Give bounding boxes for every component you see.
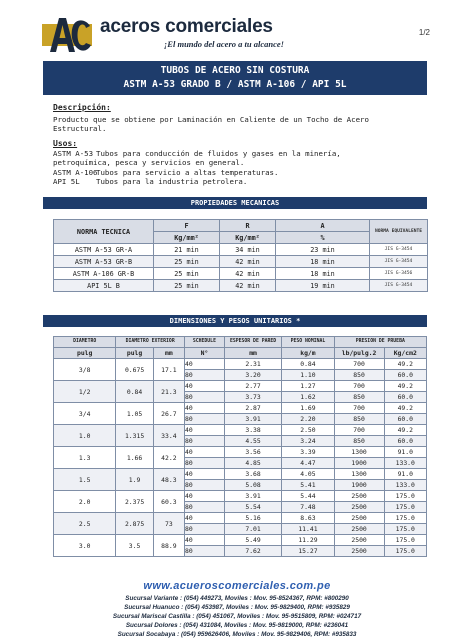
cell-diameter: 1/2: [54, 381, 116, 403]
cell-diameter: 3/4: [54, 403, 116, 425]
cell-espesor: 3.91: [224, 414, 281, 425]
uses-standard: API 5L: [53, 177, 80, 187]
company-logo: [42, 14, 312, 56]
cell-a: 23 min: [276, 244, 370, 256]
cell-schedule: 40: [184, 535, 224, 546]
cell-eq: JIS G-3454: [370, 280, 428, 292]
cell-kg: 60.0: [384, 392, 426, 403]
cell-lb: 2500: [334, 524, 384, 535]
cell-kg: 49.2: [384, 359, 426, 370]
cell-kg: 60.0: [384, 436, 426, 447]
cell-kg: 175.0: [384, 524, 426, 535]
cell-f: 25 min: [154, 280, 220, 292]
uses-standard: ASTM A-53: [53, 149, 94, 158]
table-row: [54, 381, 427, 392]
dimensions-bar: DIMENSIONES Y PESOS UNITARIOS *: [43, 315, 427, 327]
cell-peso: 7.48: [282, 502, 334, 513]
cell-lb: 850: [334, 392, 384, 403]
cell-espesor: 2.87: [224, 403, 281, 414]
cell-ext-in: 2.875: [116, 513, 153, 535]
uses-item: [53, 158, 341, 167]
cell-diameter: 3.0: [54, 535, 116, 557]
uses-list: [53, 149, 341, 187]
cell-ext-mm: 33.4: [153, 425, 184, 447]
cell-schedule: 80: [184, 370, 224, 381]
cell-ext-mm: 73: [153, 513, 184, 535]
cell-kg: 91.0: [384, 447, 426, 458]
cell-lb: 850: [334, 370, 384, 381]
table-units-row: [54, 348, 427, 359]
cell-espesor: 3.38: [224, 425, 281, 436]
cell-eq: JIS G-3454: [370, 256, 428, 268]
cell-schedule: 40: [184, 381, 224, 392]
cell-lb: 700: [334, 359, 384, 370]
uses-item: [53, 168, 341, 177]
cell-peso: 2.50: [282, 425, 334, 436]
cell-lb: 2500: [334, 535, 384, 546]
cell-schedule: 40: [184, 447, 224, 458]
unit-pulg-ext: pulg: [116, 348, 153, 359]
col-header-f: F: [154, 220, 220, 232]
unit-kgcm2: Kg/cm2: [384, 348, 426, 359]
col-header-presion: PRESION DE PRUEBA: [334, 337, 426, 348]
website-link[interactable]: www.acueroscomerciales.com.pe: [143, 580, 331, 592]
table-row: [54, 256, 428, 268]
cell-f: 21 min: [154, 244, 220, 256]
table-row: [54, 403, 427, 414]
col-header-diametro-exterior: DIAMETRO EXTERIOR: [116, 337, 185, 348]
brand-slogan: ¡El mundo del acero a tu alcance!: [164, 39, 284, 49]
cell-peso: 4.05: [282, 469, 334, 480]
cell-lb: 700: [334, 381, 384, 392]
dimensions-table: [53, 336, 427, 557]
title-line-2: ASTM A-53 GRADO B / ASTM A-106 / API 5L: [123, 79, 347, 90]
description-line: Estructural.: [53, 124, 107, 134]
unit-a: %: [276, 232, 370, 244]
cell-eq: JIS G-3456: [370, 268, 428, 280]
cell-norma: ASTM A-53 GR-B: [54, 256, 154, 268]
cell-f: 25 min: [154, 256, 220, 268]
cell-f: 25 min: [154, 268, 220, 280]
cell-espesor: 5.08: [224, 480, 281, 491]
table-row: [54, 513, 427, 524]
cell-schedule: 80: [184, 414, 224, 425]
table-row: [54, 268, 428, 280]
table-header-row: [54, 337, 427, 348]
table-row: [54, 359, 427, 370]
cell-lb: 1300: [334, 469, 384, 480]
cell-schedule: 80: [184, 436, 224, 447]
cell-ext-in: 1.315: [116, 425, 153, 447]
cell-espesor: 7.01: [224, 524, 281, 535]
cell-diameter: 2.5: [54, 513, 116, 535]
table-header-row: [54, 220, 428, 232]
cell-lb: 2500: [334, 491, 384, 502]
cell-ext-mm: 26.7: [153, 403, 184, 425]
table-row: [54, 447, 427, 458]
cell-r: 34 min: [220, 244, 276, 256]
branch-list: [0, 594, 474, 639]
unit-r: Kg/mm²: [220, 232, 276, 244]
cell-espesor: 5.54: [224, 502, 281, 513]
cell-a: 18 min: [276, 256, 370, 268]
cell-kg: 60.0: [384, 370, 426, 381]
cell-schedule: 80: [184, 392, 224, 403]
cell-schedule: 80: [184, 480, 224, 491]
cell-lb: 2500: [334, 513, 384, 524]
description-line: Producto que se obtiene por Laminación en Caliente de un Tocho de Acero: [53, 115, 369, 124]
cell-ext-in: 1.66: [116, 447, 153, 469]
uses-item: [53, 177, 341, 186]
uses-text: Tubos para conducción de fluidos y gases en la minería,: [96, 149, 341, 158]
unit-pulg: pulg: [54, 348, 116, 359]
col-header-diametro: DIAMETRO: [54, 337, 116, 348]
cell-espesor: 3.91: [224, 491, 281, 502]
brand-name: aceros comerciales: [100, 16, 273, 37]
table-row: [54, 535, 427, 546]
page-number: 1/2: [418, 28, 430, 37]
cell-schedule: 40: [184, 359, 224, 370]
cell-espesor: 4.55: [224, 436, 281, 447]
cell-schedule: 40: [184, 425, 224, 436]
cell-espesor: 5.49: [224, 535, 281, 546]
uses-item: [53, 149, 341, 158]
cell-espesor: 3.68: [224, 469, 281, 480]
cell-peso: 8.63: [282, 513, 334, 524]
cell-norma: ASTM A-53 GR-A: [54, 244, 154, 256]
cell-ext-in: 0.84: [116, 381, 153, 403]
branch-line: Sucursal Dolores : (054) 431084, Moviles : Mov. 95-9819000, RPM: #236041: [125, 622, 349, 629]
uses-text: Tubos para la industria petrolera.: [96, 177, 248, 187]
unit-f: Kg/mm²: [154, 232, 220, 244]
col-header-norma: NORMA TECNICA: [54, 220, 154, 244]
cell-kg: 133.0: [384, 480, 426, 491]
col-header-schedule: SCHEDULE: [184, 337, 224, 348]
cell-peso: 5.41: [282, 480, 334, 491]
cell-lb: 1300: [334, 447, 384, 458]
cell-kg: 175.0: [384, 535, 426, 546]
unit-mm-espesor: mm: [224, 348, 281, 359]
cell-lb: 1900: [334, 458, 384, 469]
cell-diameter: 1.3: [54, 447, 116, 469]
cell-peso: 1.69: [282, 403, 334, 414]
branch-line: Sucursal Socabaya : (054) 959626406, Moviles : Mov. 95-9829406, RPM: #935833: [117, 631, 357, 638]
cell-espesor: 3.56: [224, 447, 281, 458]
cell-ext-mm: 42.2: [153, 447, 184, 469]
cell-ext-mm: 88.9: [153, 535, 184, 557]
unit-mm-ext: mm: [153, 348, 184, 359]
cell-peso: 4.47: [282, 458, 334, 469]
cell-peso: 0.84: [282, 359, 334, 370]
mechanical-properties-bar: PROPIEDADES MECANICAS: [43, 197, 427, 209]
cell-schedule: 40: [184, 513, 224, 524]
cell-espesor: 3.73: [224, 392, 281, 403]
branch-line: Sucursal Huanuco : (054) 453987, Moviles : Mov. 95-9829400, RPM: #935829: [124, 604, 350, 611]
cell-ext-mm: 17.1: [153, 359, 184, 381]
cell-schedule: 40: [184, 403, 224, 414]
col-header-peso: PESO NOMINAL: [282, 337, 334, 348]
col-header-espesor: ESPESOR DE PARED: [224, 337, 281, 348]
cell-a: 19 min: [276, 280, 370, 292]
col-header-equivalente: NORMA EQUIVALENTE: [370, 220, 428, 244]
cell-lb: 850: [334, 436, 384, 447]
unit-schedule: N°: [184, 348, 224, 359]
cell-norma: ASTM A-106 GR-B: [54, 268, 154, 280]
table-row: [54, 244, 428, 256]
cell-schedule: 80: [184, 502, 224, 513]
cell-ext-mm: 21.3: [153, 381, 184, 403]
cell-diameter: 1.0: [54, 425, 116, 447]
cell-kg: 175.0: [384, 546, 426, 557]
cell-norma: API 5L B: [54, 280, 154, 292]
col-header-a: A: [276, 220, 370, 232]
cell-r: 42 min: [220, 268, 276, 280]
document-title: [43, 61, 427, 95]
cell-espesor: 4.85: [224, 458, 281, 469]
cell-peso: 11.29: [282, 535, 334, 546]
cell-ext-in: 3.5: [116, 535, 153, 557]
table-row: [54, 491, 427, 502]
unit-kgm: kg/m: [282, 348, 334, 359]
cell-schedule: 40: [184, 469, 224, 480]
cell-espesor: 5.16: [224, 513, 281, 524]
unit-lb: lb/pulg.2: [334, 348, 384, 359]
cell-lb: 2500: [334, 546, 384, 557]
cell-peso: 3.24: [282, 436, 334, 447]
title-line-1: TUBOS DE ACERO SIN COSTURA: [160, 65, 310, 76]
cell-peso: 15.27: [282, 546, 334, 557]
cell-peso: 1.27: [282, 381, 334, 392]
cell-kg: 175.0: [384, 491, 426, 502]
cell-kg: 60.0: [384, 414, 426, 425]
cell-peso: 11.41: [282, 524, 334, 535]
cell-peso: 2.20: [282, 414, 334, 425]
mechanical-properties-table: [53, 219, 428, 292]
description-label: Descripción:: [53, 103, 111, 112]
branch-line: Sucursal Variante : (054) 449273, Moviles : Mov. 95-8524367, RPM: #800290: [125, 595, 349, 602]
cell-r: 42 min: [220, 256, 276, 268]
cell-diameter: 3/8: [54, 359, 116, 381]
table-row: [54, 280, 428, 292]
cell-lb: 1900: [334, 480, 384, 491]
cell-r: 42 min: [220, 280, 276, 292]
cell-lb: 700: [334, 425, 384, 436]
uses-standard: ASTM A-106: [53, 167, 98, 177]
cell-lb: 700: [334, 403, 384, 414]
table-row: [54, 425, 427, 436]
cell-espesor: 7.62: [224, 546, 281, 557]
cell-ext-mm: 48.3: [153, 469, 184, 491]
uses-text: Tubos para servicio a altas temperaturas.: [96, 167, 279, 177]
cell-schedule: 40: [184, 491, 224, 502]
cell-kg: 91.0: [384, 469, 426, 480]
cell-ext-in: 2.375: [116, 491, 153, 513]
cell-peso: 3.39: [282, 447, 334, 458]
cell-peso: 5.44: [282, 491, 334, 502]
cell-ext-mm: 60.3: [153, 491, 184, 513]
uses-text: petroquímica, pesca y servicios en general.: [53, 158, 245, 168]
cell-kg: 133.0: [384, 458, 426, 469]
cell-diameter: 1.5: [54, 469, 116, 491]
cell-a: 18 min: [276, 268, 370, 280]
cell-espesor: 2.31: [224, 359, 281, 370]
col-header-r: R: [220, 220, 276, 232]
cell-lb: 850: [334, 414, 384, 425]
cell-kg: 49.2: [384, 403, 426, 414]
cell-ext-in: 1.9: [116, 469, 153, 491]
cell-schedule: 80: [184, 546, 224, 557]
branch-line: Sucursal Mariscal Castilla : (054) 451067, Moviles : Mov. 95-9515809, RPM: #024717: [112, 613, 362, 620]
cell-kg: 175.0: [384, 502, 426, 513]
cell-peso: 1.62: [282, 392, 334, 403]
cell-espesor: 3.20: [224, 370, 281, 381]
cell-schedule: 80: [184, 524, 224, 535]
cell-kg: 49.2: [384, 381, 426, 392]
cell-schedule: 80: [184, 458, 224, 469]
cell-kg: 175.0: [384, 513, 426, 524]
cell-kg: 49.2: [384, 425, 426, 436]
cell-lb: 2500: [334, 502, 384, 513]
table-row: [54, 469, 427, 480]
cell-ext-in: 0.675: [116, 359, 153, 381]
cell-peso: 1.10: [282, 370, 334, 381]
ac-logo-mark: [42, 16, 92, 54]
uses-label: Usos:: [53, 139, 78, 148]
cell-ext-in: 1.05: [116, 403, 153, 425]
cell-diameter: 2.0: [54, 491, 116, 513]
description-text: [53, 115, 369, 133]
cell-espesor: 2.77: [224, 381, 281, 392]
footer: [0, 580, 474, 639]
cell-eq: JIS G-3454: [370, 244, 428, 256]
